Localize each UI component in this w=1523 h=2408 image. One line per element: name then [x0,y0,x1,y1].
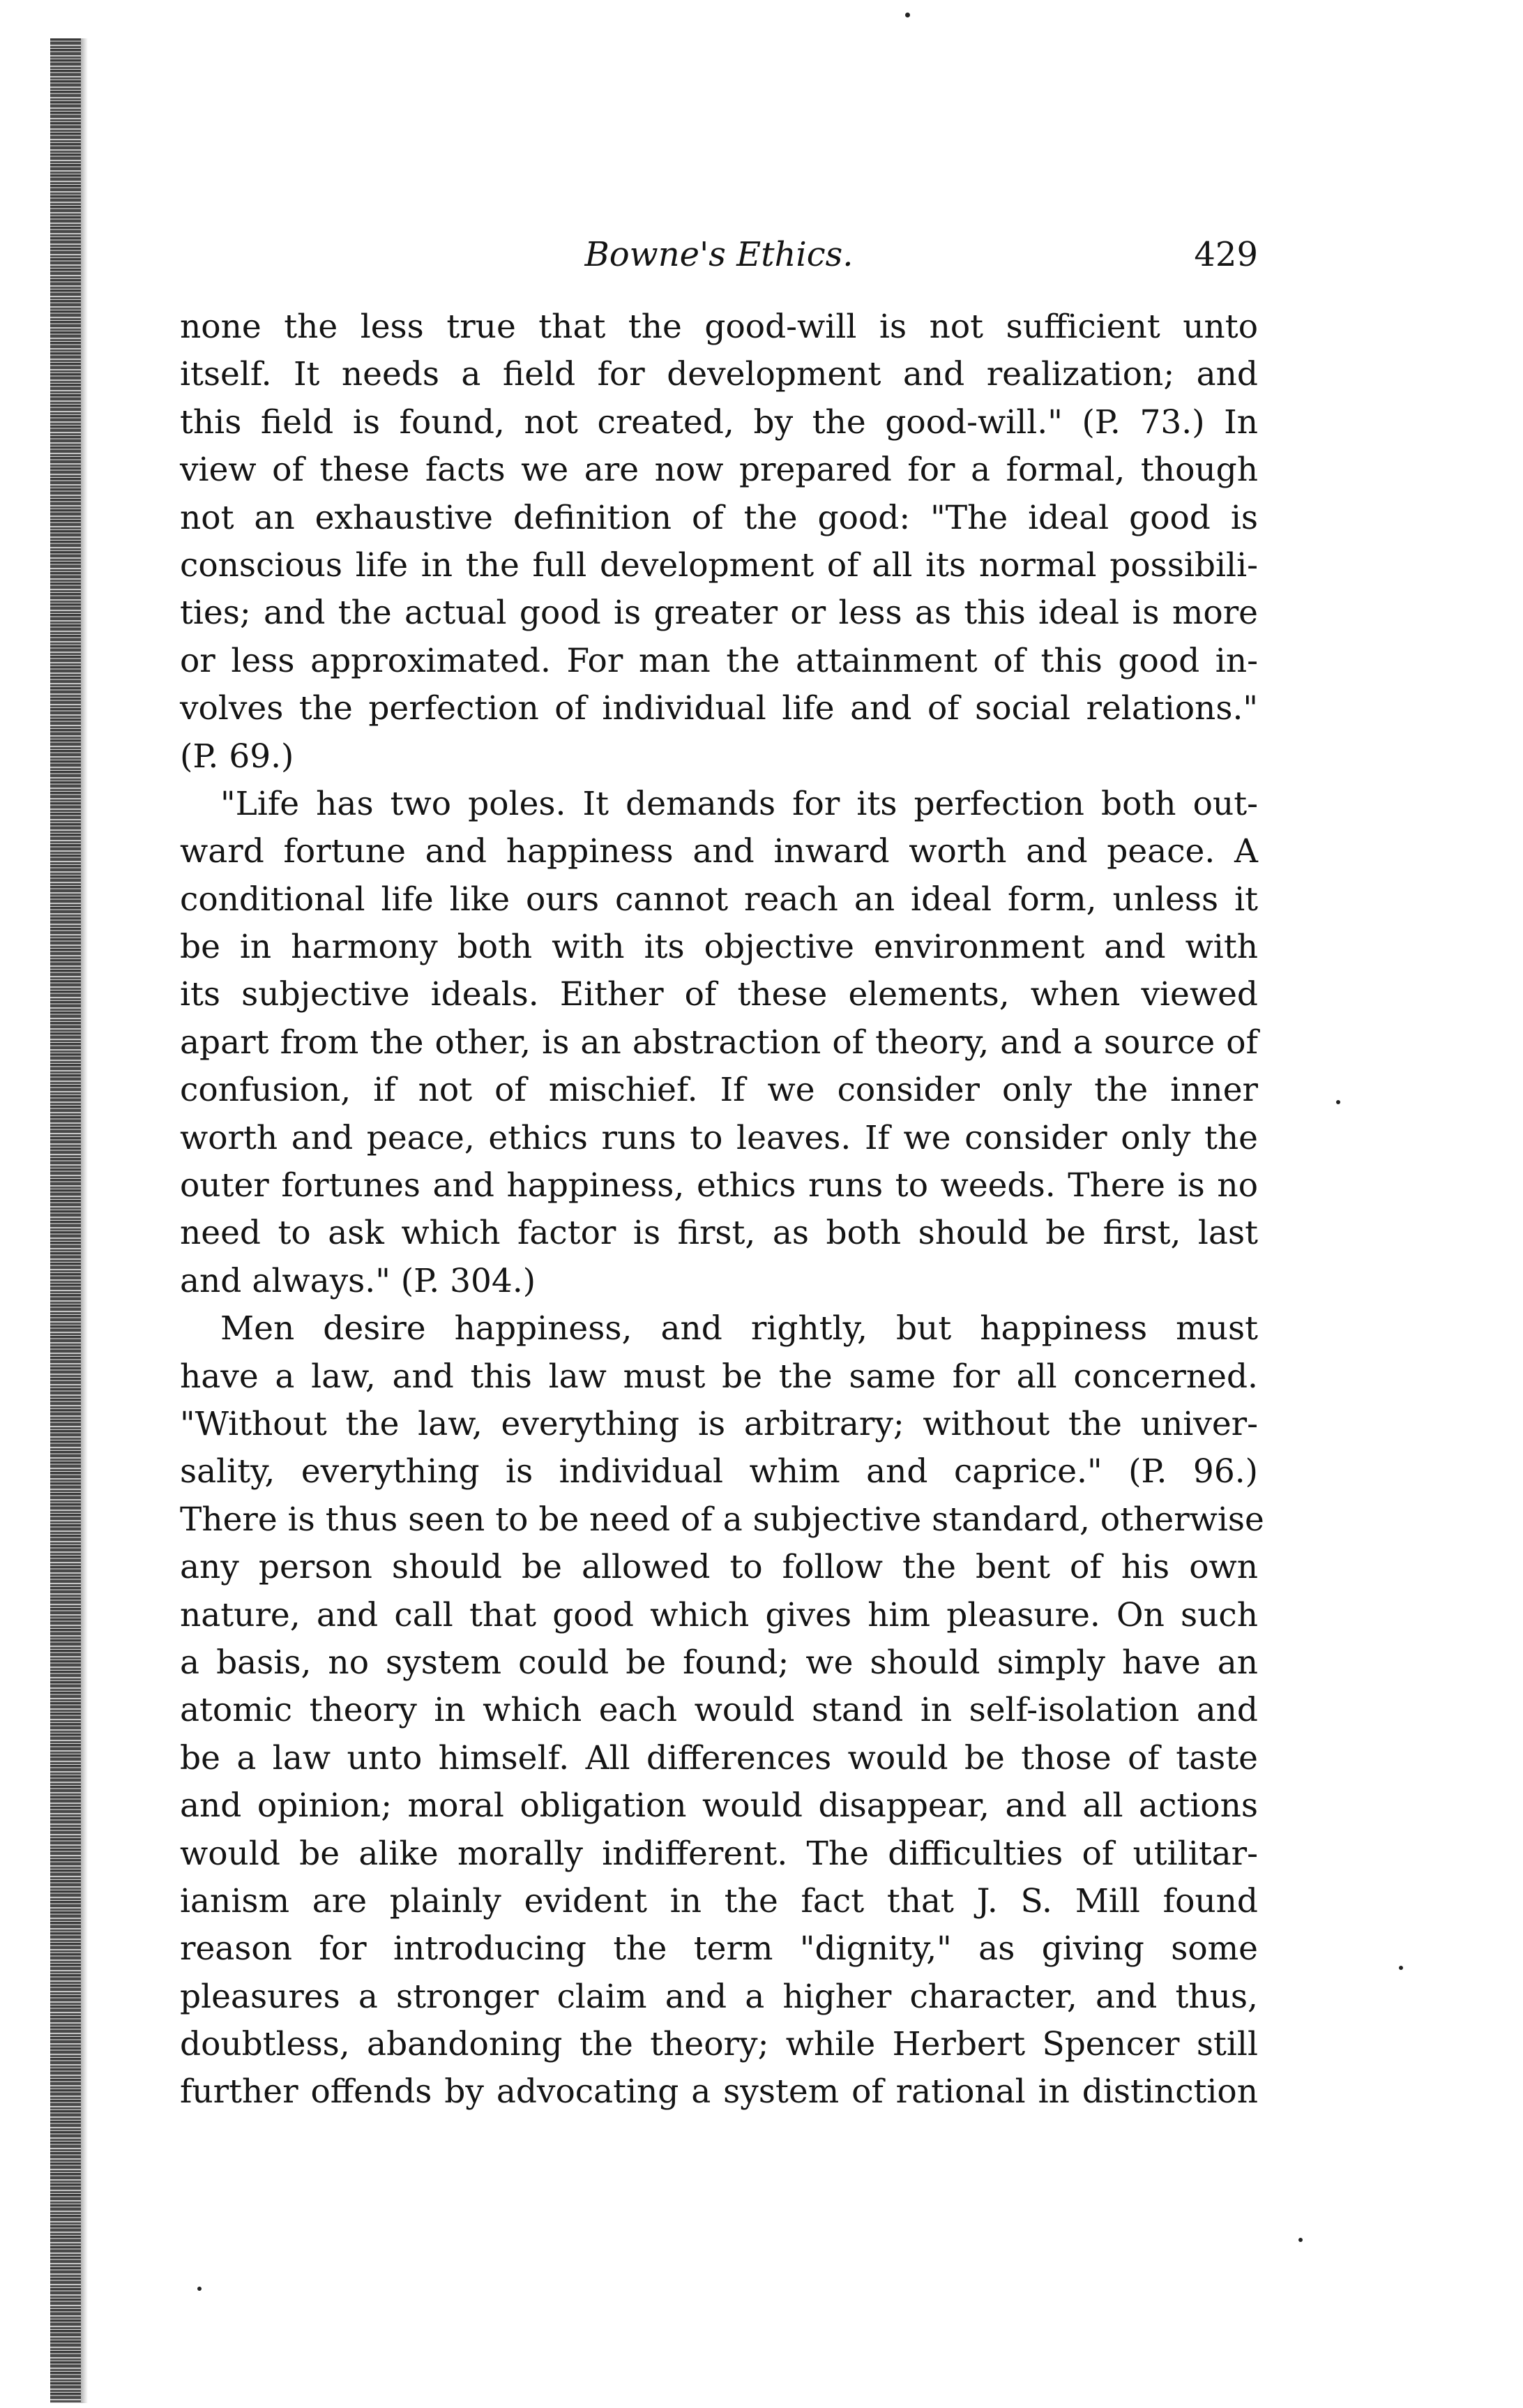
print-speck [905,13,910,17]
text-line: and always." (P. 304.) [180,1261,536,1300]
text-line: doubtless, abandoning the theory; while Herbert Spencer still [180,2025,1258,2064]
text-line: ianism are plainly evident in the fact that J. S. Mill found [180,1881,1258,1920]
print-speck [1399,1966,1403,1970]
text-line: none the less true that the good-will is not sufficient unto [180,308,1258,346]
text-line: atomic theory in which each would stand in self-isolation and [180,1691,1258,1730]
text-line: need to ask which factor is first, as both should be first, last [180,1214,1258,1253]
text-line: not an exhaustive definition of the good: "The ideal good is [180,498,1258,537]
text-line: itself. It needs a field for development and realization; and [180,355,1258,394]
text-line: volves the perfection of individual life and of social relations." [180,689,1258,728]
text-line: view of these facts we are now prepared for a formal, though [180,451,1258,490]
text-line: outer fortunes and happiness, ethics runs to weeds. There is no [180,1166,1258,1205]
text-line: sality, everything is individual whim and caprice." (P. 96.) [180,1452,1258,1491]
book-spine-edge [50,38,81,2403]
text-line: "Without the law, everything is arbitrary; without the univer- [180,1404,1258,1443]
text-line: nature, and call that good which gives him pleasure. On such [180,1595,1258,1634]
print-speck [197,2287,202,2291]
page-number: 429 [1194,235,1258,274]
running-head [180,227,1258,283]
text-line: ward fortune and happiness and inward worth and peace. A [180,832,1258,871]
text-line: this field is found, not created, by the good-will." (P. 73.) In [180,402,1258,442]
text-line: "Life has two poles. It demands for its perfection both out- [220,784,1258,823]
print-speck [1298,2238,1303,2242]
text-line: or less approximated. For man the attainment of this good in- [180,641,1258,680]
body-text [180,303,1264,2116]
text-line: any person should be allowed to follow the bent of his own [180,1548,1258,1587]
text-line: conscious life in the full development of all its normal possibili- [180,545,1258,585]
text-line: conditional life like ours cannot reach an ideal form, unless it [180,880,1258,919]
text-line: ties; and the actual good is greater or less as this ideal is more [180,594,1258,633]
text-line: further offends by advocating a system of rational in distinction [180,2072,1258,2112]
text-line: be in harmony both with its objective environment and with [180,928,1258,967]
text-line: (P. 69.) [180,737,294,776]
text-line: confusion, if not of mischief. If we consider only the inner [180,1071,1258,1110]
text-line: have a law, and this law must be the same for all concerned. [180,1357,1258,1396]
text-line: be a law unto himself. All differences would be those of taste [180,1738,1258,1777]
text-line: would be alike morally indifferent. The difficulties of utilitar- [180,1834,1258,1873]
print-speck [1336,1100,1340,1104]
text-line: pleasures a stronger claim and a higher character, and thus, [180,1977,1258,2016]
running-title: Bowne's Ethics. [584,235,854,274]
text-line: and opinion; moral obligation would disappear, and all actions [180,1786,1258,1826]
text-line: a basis, no system could be found; we should simply have an [180,1643,1258,1682]
text-line: There is thus seen to be need of a subjective standard, otherwise [180,1500,1264,1539]
text-line: reason for introducing the term "dignity," as giving some [180,1929,1258,1969]
text-line: Men desire happiness, and rightly, but happiness must [220,1309,1258,1348]
text-line: worth and peace, ethics runs to leaves. If we consider only the [180,1118,1258,1157]
text-line: its subjective ideals. Either of these elements, when viewed [180,975,1258,1014]
text-line: apart from the other, is an abstraction of theory, and a source of [180,1023,1258,1062]
